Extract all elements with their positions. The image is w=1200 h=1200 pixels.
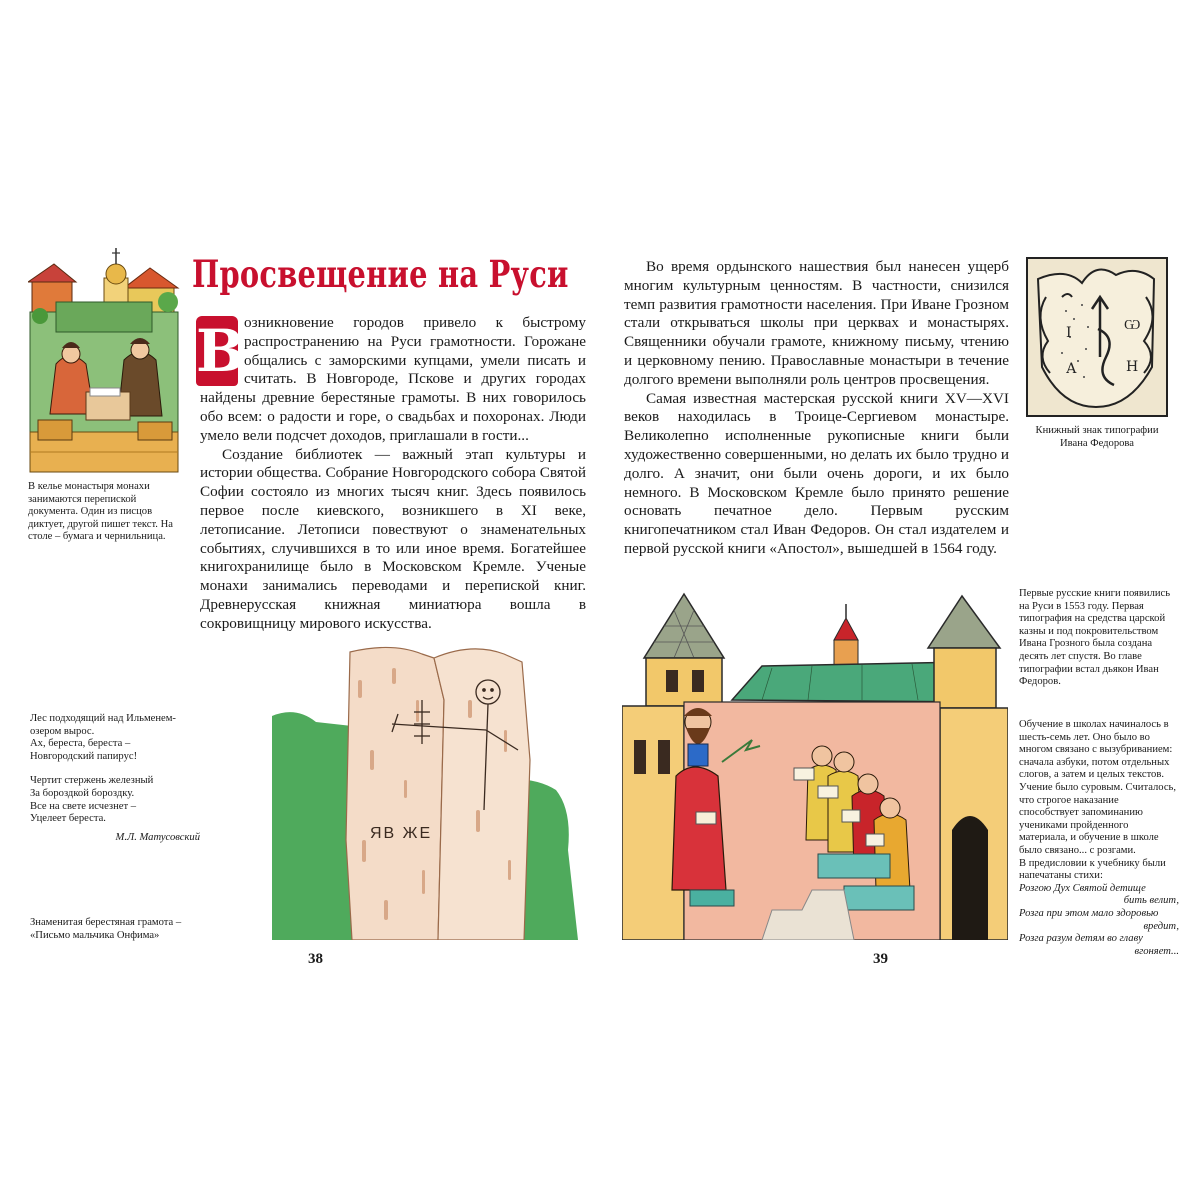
school-caption-text: Обучение в школах начиналось в шесть-семь лет. Оно было во многом связано с вызубриванием: сначала азбуки, потом отдельных слогов, а затем и целых текстов. Учение было суровым. Считалось, что строгое наказание способствует запоминанию учениками пройденного материала, и обучение в школе было связано... с розгами. <box>1019 719 1177 856</box>
right-body-text <box>624 258 1009 559</box>
poem-line: Новгородский папирус! <box>30 750 138 762</box>
mark-letter: А <box>1066 361 1077 377</box>
mark-caption-line: Книжный знак типографии <box>1035 425 1159 436</box>
drop-cap: В <box>196 317 246 385</box>
poem-line: Ах, береста, береста – <box>30 738 131 750</box>
mark-caption <box>1026 425 1168 450</box>
right-paragraph-2: Самая известная мастерская русской книги XV—XVI веков находилась в Троице-Сергиевом монастыре. Великолепно исполненные рукописные книги были художественно совершенными, но делать их было трудно и долго. А значит, они были очень дороги, и их было немного. В Московском Кремле было принято решение основать печатное дело. Первым русским книгопечатником стал Иван Федоров. Он стал издателем и первой русской книги «Апостол», вышедшей в 1564 году. <box>624 389 1009 557</box>
right-paragraph-1: Во время ордынского нашествия был нанесен ущерб многим культурным ценностям. В частности, снизился темп развития грамотности населения. При Иване Грозном стали открываться школы при церквах и монастырях. Священники обучали грамоте, книжному письму, чтению и церковному пению. Православные монастыри в течение долгого времени выполняли роль центров просвещения. <box>624 258 1009 388</box>
poem-author: М.Л. Матусовский <box>115 831 200 843</box>
verse-line: вгоняет... <box>1134 945 1179 957</box>
left-paragraph-2: Создание библиотек — важный этап культуры и истории общества. Собрание Новгородского собора Святой Софии состояло из многих тысяч книг. Здесь появилось первое после киевского, возникшего в XI веке, летописание. Летописи повествуют о знаменательных событиях, случившихся в то или иное время. Богатейшее книгохранилище было в Московском Кремле. Ученые монахи занимались переводами и перепиской книг. Древнерусская книжная миниатюра вошла в сокровищницу мирового искусства. <box>200 445 586 632</box>
poem-line: За бороздкой бороздку. <box>30 787 135 799</box>
birch-caption-line: «Письмо мальчика Онфима» <box>30 929 160 941</box>
monks-caption-text: В келье монастыря монахи занимаются перепиской документа. Один из писцов диктует, другой пишет текст. На столе – бумага и чернильница. <box>28 481 173 543</box>
birch-bark-illustration <box>272 640 582 940</box>
birch-letters: ЯВ ЖЕ <box>370 825 433 842</box>
birch-poem <box>30 713 200 844</box>
verse-line: вредит, <box>1143 920 1179 932</box>
printing-caption-text: Первые русские книги появились на Руси в 1553 году. Первая типография на средства царской казны и под покровительством Ивана Грозного была создана десять лет спустя. Во главе типографии встал дьякон Иван Федоров. <box>1019 588 1171 688</box>
mark-letter: Н <box>1126 359 1139 375</box>
verse-line: бить велит, <box>1123 895 1179 907</box>
mark-letter: І <box>1066 325 1072 341</box>
verse-line: Розга при этом мало здоровью <box>1019 907 1159 919</box>
printing-caption <box>1019 588 1177 689</box>
poem-line: Уцелеет береста. <box>30 813 106 825</box>
birch-caption-line: Знаменитая берестяная грамота – <box>30 917 182 928</box>
poem-line: Лес подходящий над Ильменем- <box>30 713 176 724</box>
mark-caption-line: Ивана Федорова <box>1059 437 1134 449</box>
monks-caption <box>28 481 180 544</box>
monks-illustration <box>28 242 180 474</box>
mark-letter: Ѡ <box>1124 317 1141 333</box>
page-title: Просвещение на Руси <box>192 252 569 296</box>
left-paragraph-1: озникновение городов привело к быстрому распространению на Руси грамотности. Горожане общались с заморскими купцами, умели писать и считать. В Новгороде, Пскове и других городах найдены древние берестяные грамоты. В них говорилось обо всем: о радости и горе, о свадьбах и похоронах. Люди умело вели подсчет доходов, приглашали в гости... <box>200 314 586 444</box>
printers-mark-illustration <box>1026 257 1168 417</box>
poem-line: Чертит стержень железный <box>30 775 154 787</box>
poem-line: озером вырос. <box>30 725 95 737</box>
school-illustration <box>622 590 1008 940</box>
page-number-right: 39 <box>873 951 888 967</box>
school-caption <box>1019 719 1179 958</box>
page-number-left: 38 <box>308 951 323 967</box>
birch-caption <box>30 917 230 942</box>
verse-line: Розгою Дух Святой детище <box>1019 882 1146 894</box>
school-caption-intro: В предисловии к учебнику были напечатаны стихи: <box>1019 857 1166 882</box>
poem-line: Все на свете исчезнет – <box>30 800 137 812</box>
left-body-text <box>196 314 586 634</box>
verse-line: Розга разум детям во главу <box>1019 933 1143 945</box>
